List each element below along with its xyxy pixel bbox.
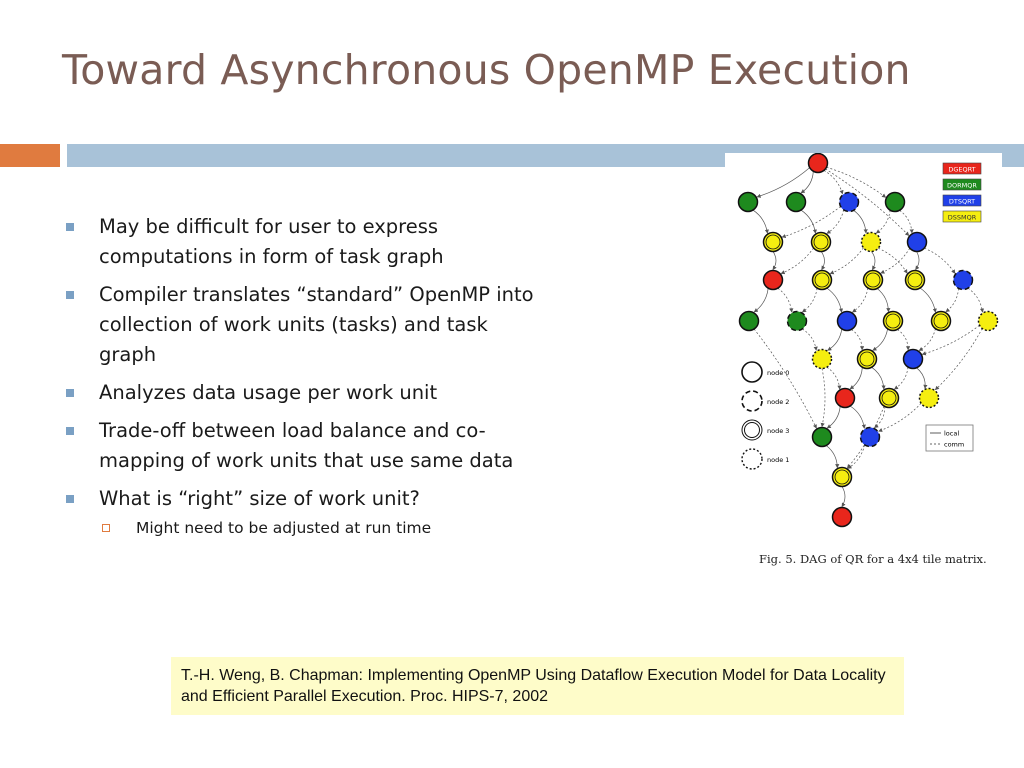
dag-edge <box>754 329 816 428</box>
node-legend-double-inner-icon <box>745 423 760 438</box>
node-legend <box>742 362 789 469</box>
dag-edge <box>851 329 862 349</box>
dag-node <box>787 193 806 212</box>
dag-edge <box>853 288 868 312</box>
bullet-text: Compiler translates “standard” OpenMP into collection of work units (tasks) and task graph <box>99 283 534 366</box>
dag-node <box>838 312 857 331</box>
dag-edge <box>802 329 816 350</box>
dag-edge <box>873 329 888 351</box>
legend-label-dtsqrt: DTSQRT <box>948 197 976 206</box>
reference-box: T.-H. Weng, B. Chapman: Implementing OpenMP Using Dataflow Execution Model for Data Locality and Efficient Parallel Execution. Proc. HIPS-7, 2002 <box>171 657 904 715</box>
dag-edge <box>850 406 864 428</box>
dag-edge <box>875 407 885 428</box>
dag-edge <box>968 288 983 312</box>
edge-legend-label: comm <box>944 440 965 449</box>
dag-edge <box>753 210 767 233</box>
node-legend-label: node 1 <box>767 456 790 464</box>
legend-label-dgeqrt: DGEQRT <box>948 165 976 174</box>
edge-legend-label: local <box>944 429 960 438</box>
bullet-item <box>64 484 534 514</box>
bullet-square-icon <box>66 223 74 231</box>
dag-node <box>836 389 855 408</box>
dag-edge <box>876 210 890 233</box>
dag-edge <box>854 210 866 233</box>
dag-edge <box>919 329 935 351</box>
dag-edge <box>850 367 862 389</box>
dag-edge <box>773 252 776 270</box>
dag-node <box>862 233 881 252</box>
dag-edge <box>827 367 840 389</box>
dag-figure <box>725 153 1002 586</box>
bullet-item <box>64 416 534 476</box>
dag-edge <box>827 167 886 197</box>
dag-node <box>920 389 939 408</box>
bullet-text: May be difficult for user to express computations in form of task graph <box>99 215 444 268</box>
legend-label-dormqr: DORMQR <box>947 181 977 190</box>
dag-edge <box>826 446 837 468</box>
bullet-square-icon <box>66 389 74 397</box>
edge-legend <box>926 425 973 451</box>
dag-edge <box>821 252 824 270</box>
dag-node <box>840 193 859 212</box>
dag-node <box>908 233 927 252</box>
dag-edge <box>917 368 926 389</box>
dag-edge <box>803 288 818 312</box>
dag-edge <box>935 329 982 390</box>
dag-node <box>740 312 759 331</box>
dag-node <box>788 312 807 331</box>
bullet-square-icon <box>66 495 74 503</box>
dag-edge <box>878 248 907 273</box>
dag-diagram <box>725 153 1002 548</box>
dag-node <box>739 193 758 212</box>
dag-node <box>809 154 828 173</box>
dag-edge <box>778 288 792 312</box>
bullet-text: Analyzes data usage per work unit <box>99 381 438 404</box>
dag-edge <box>872 367 884 389</box>
task-legend <box>943 163 981 222</box>
node-legend-dotted-icon <box>742 449 762 469</box>
dag-node <box>861 428 880 447</box>
dag-edge <box>881 248 910 273</box>
dag-node <box>904 350 923 369</box>
dag-node <box>813 350 832 369</box>
dag-edge <box>900 210 912 233</box>
dag-node <box>764 271 783 290</box>
node-legend-label: node 2 <box>767 398 790 406</box>
accent-bar-orange <box>0 144 60 167</box>
sub-bullet-text: Might need to be adjusted at run time <box>136 519 432 537</box>
bullet-square-icon <box>66 291 74 299</box>
dag-edge <box>801 171 813 193</box>
sub-bullet-square-icon <box>102 524 110 532</box>
dag-edge <box>827 288 842 312</box>
dag-edge <box>920 288 935 312</box>
dag-edge <box>754 288 768 312</box>
bullet-text: Trade-off between load balance and co-mapping of work units that use same data <box>99 419 514 472</box>
legend-label-dssmqr: DSSMQR <box>947 213 977 222</box>
figure-caption: Fig. 5. DAG of QR for a 4x4 tile matrix. <box>759 552 987 566</box>
dag-edge <box>801 210 815 233</box>
dag-edge <box>827 406 840 428</box>
bullet-text: What is “right” size of work unit? <box>99 487 420 510</box>
dag-node <box>979 312 998 331</box>
dag-edge <box>946 288 959 311</box>
dag-node <box>886 193 905 212</box>
dag-edge <box>842 487 845 507</box>
dag-node <box>813 428 832 447</box>
dag-edge <box>897 329 908 349</box>
dag-edge <box>830 248 863 274</box>
dag-node <box>954 271 973 290</box>
dag-edge <box>822 369 825 427</box>
sub-bullet-item <box>64 516 534 540</box>
dag-edge <box>924 248 955 273</box>
node-legend-solid-icon <box>742 362 762 382</box>
dag-node <box>833 508 852 527</box>
dag-edge <box>827 210 844 234</box>
node-legend-dashed-icon <box>742 391 762 411</box>
bullet-item <box>64 280 534 370</box>
bullet-item <box>64 212 534 272</box>
slide-title: Toward Asynchronous OpenMP Execution <box>62 46 911 94</box>
node-legend-label: node 3 <box>767 427 790 435</box>
dag-edge <box>877 289 888 312</box>
bullet-item <box>64 378 534 408</box>
dag-edge <box>828 329 842 350</box>
bullet-square-icon <box>66 427 74 435</box>
bullet-list <box>64 212 534 540</box>
dag-edge <box>895 367 909 389</box>
node-legend-label: node 0 <box>767 369 790 377</box>
dag-edge <box>872 252 875 270</box>
dag-edge <box>916 252 919 270</box>
dag-edge <box>781 248 813 274</box>
